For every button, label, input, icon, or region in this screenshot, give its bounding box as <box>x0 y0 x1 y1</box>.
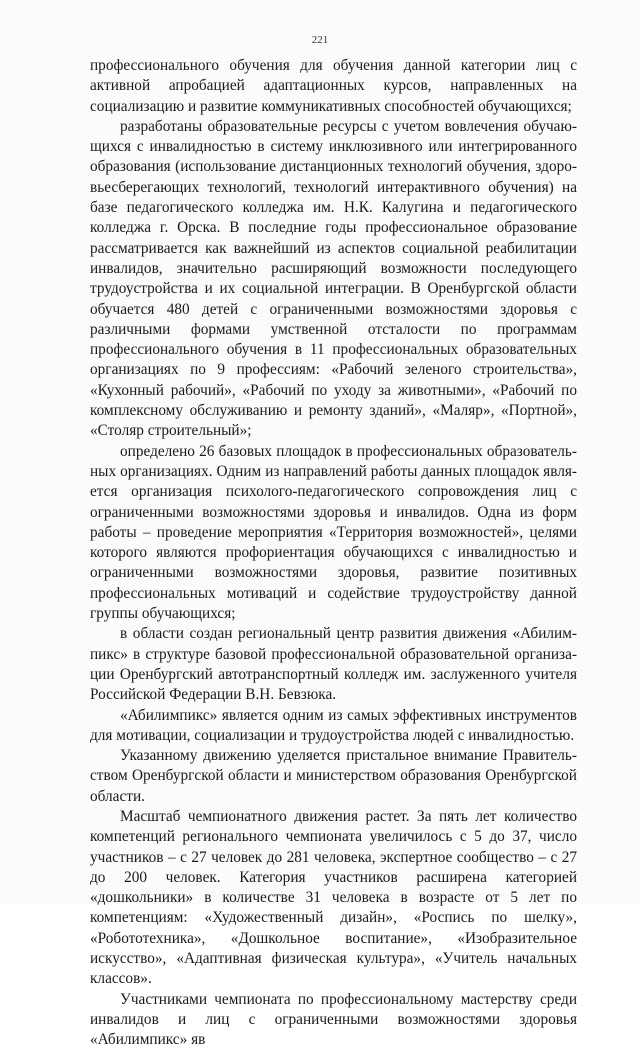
paragraph: Указанному движению уделяется пристальное внимание Правительством Оренбургской области и министерством образования Оренбургской области. <box>90 747 577 805</box>
page-number: 221 <box>311 34 329 46</box>
paragraph: определено 26 базовых площадок в профессиональных образовательных организациях. Одним из направлений работы данных площадок является организация психолого-педагогического сопровождения лиц с ограниченными возможностями здоровья и инвалидов. Одна из форм работы – проведение мероприятия «Территория возможностей», целями которого являются профориентация обучающихся с инвалидностью и ограниченными возможностями здоровья, развитие позитивных профессиональных мотиваций и содействие трудоустройству данной группы обучающихся; <box>90 442 577 623</box>
paragraph: Масштаб чемпионатного движения растет. За пять лет количество компетенций регионального чемпионата увеличилось с 5 до 37, число участников – с 27 человек до 281 человека, экспертное сообщество – с 27 до 200 человек. Категория участников расширена категорией «дошкольники» в количестве 31 человека в возрасте от 5 лет по компетенциям: «Художественный дизайн», «Роспись по шелку», «Робототехника», «Дошкольное воспитание», «Изобразительное искусство», «Адаптивная физическая культура», «Учитель начальных классов». <box>90 807 577 988</box>
paragraph: разработаны образовательные ресурсы с учетом вовлечения обучающихся с инвалидностью в систему инклюзивного или интегрированного образования (использование дистанционных технологий обучения, здоровьесберегающих технологий, технологий интерактивного обучения) на базе педагогического колледжа им. Н.К. Калугина и педагогического колледжа г. Орска. В последние годы профессиональное образование рассматривается как важнейший из аспектов социальной реабилитации инвалидов, значительно расширяющий возможности последующего трудоустройства и их социальной интеграции. В Оренбургской области обучается 480 детей с ограниченными возможностями здоровья с различными формами умственной отсталости по программам профессионального обучения в 11 профессиональных образовательных организациях по 9 профессиям: «Рабочий зеленого строительства», «Кухонный рабочий», «Рабочий по уходу за животными», «Рабочий по комплексному обслуживанию и ремонту зданий», «Маляр», «Портной», «Столяр строительный»; <box>90 117 577 440</box>
paragraph: в области создан региональный центр развития движения «Абилимпикс» в структуре базовой профессиональной образовательной организации Оренбургский автотранспортный колледж им. заслуженного учителя Российской Федерации В.Н. Бевзюка. <box>90 625 577 704</box>
paragraph: профессионального обучения для обучения данной категории лиц с активной апробацией адаптационных курсов, направленных на социализацию и развитие коммуникативных способностей обучающихся; <box>90 57 577 115</box>
document-body <box>90 56 577 1051</box>
paragraph: «Абилимпикс» является одним из самых эффективных инструментов для мотивации, социализации и трудоустройства людей с инвалидностью. <box>90 706 577 744</box>
paragraph: Участниками чемпионата по профессиональному мастерству среди инвалидов и лиц с ограниченными возможностями здоровья «Абилимпикс» яв <box>90 990 577 1049</box>
